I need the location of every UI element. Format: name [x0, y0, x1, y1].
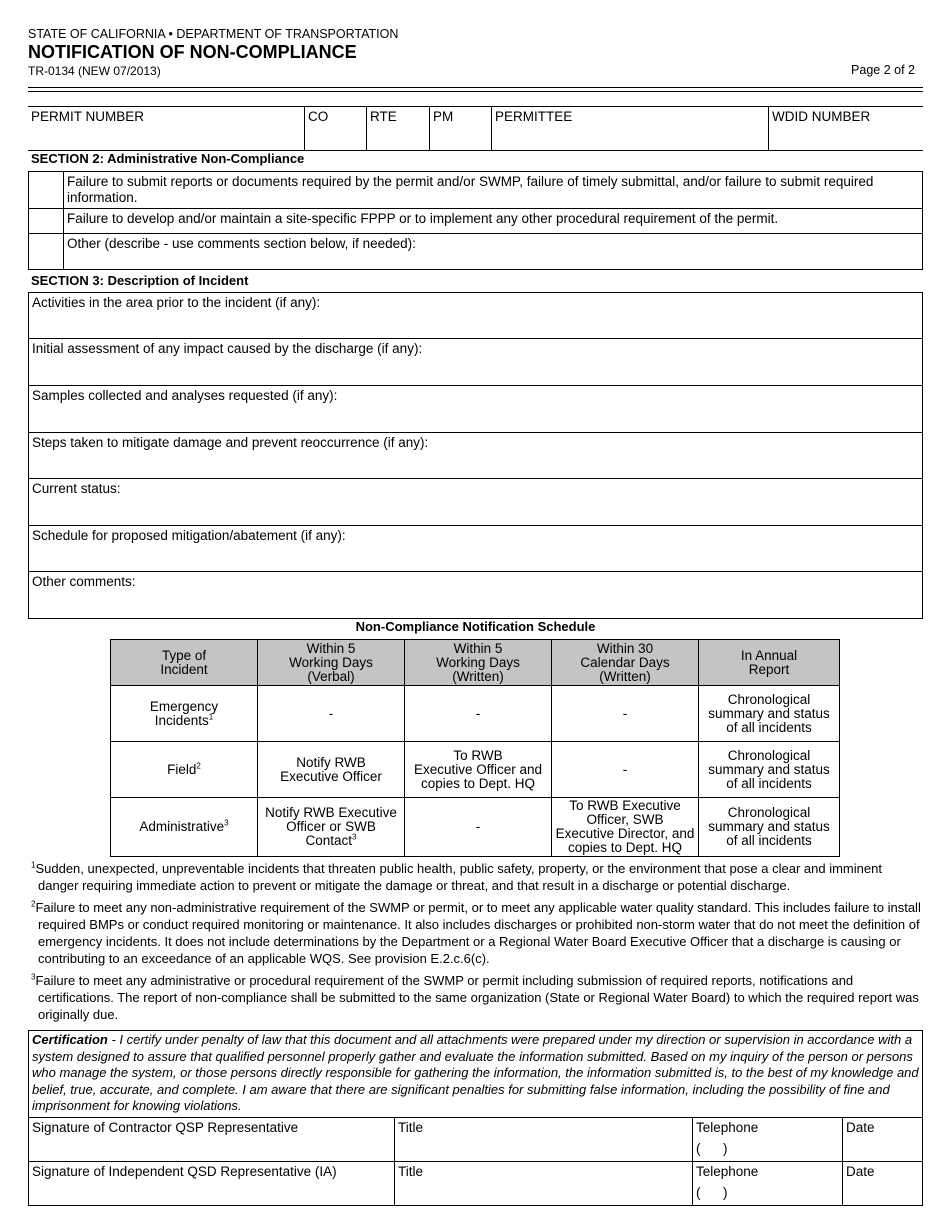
- section-2-checkbox-1[interactable]: [29, 172, 64, 209]
- cell-line: Within 30: [596, 640, 654, 656]
- cell-line: Working Days: [436, 654, 520, 670]
- qsp-phone-format: ( ): [696, 1140, 728, 1156]
- cell-line: Officer, SWB: [586, 812, 664, 827]
- qsp-telephone-label: Telephone: [696, 1119, 759, 1135]
- form-number: TR-0134 (NEW 07/2013): [28, 64, 161, 78]
- route-field[interactable]: [367, 107, 430, 151]
- section-2-item-3: Other (describe - use comments section below, if needed):: [64, 234, 923, 270]
- cell-line: Incident: [160, 661, 208, 677]
- wdid-number-label: WDID NUMBER: [772, 109, 871, 124]
- section-2-title: SECTION 2: Administrative Non-Compliance: [31, 151, 305, 166]
- section-2-checkbox-3[interactable]: [29, 234, 64, 270]
- section-2-item-1: Failure to submit reports or documents required by the permit and/or SWMP, failure of timely submittal, and/or failure to submit required information.: [64, 172, 923, 209]
- mitigation-steps-field[interactable]: Steps taken to mitigate damage and prevent reoccurrence (if any):: [29, 433, 923, 479]
- cell-line: Incidents: [154, 712, 209, 728]
- certification-box: [28, 1030, 923, 1206]
- table-row: [111, 798, 840, 857]
- table-row: [111, 686, 840, 742]
- wdid-number-field[interactable]: [769, 107, 924, 151]
- qsd-telephone-label: Telephone: [696, 1163, 759, 1179]
- county-label: CO: [308, 109, 329, 124]
- cell-line: In Annual: [740, 647, 798, 663]
- qsd-telephone-field[interactable]: [693, 1161, 843, 1205]
- section-2-item-2: Failure to develop and/or maintain a site-specific FPPP or to implement any other procedural requirement of the permit.: [64, 209, 923, 234]
- cell-line: Field: [167, 761, 197, 777]
- cell-line: (Written): [452, 668, 504, 684]
- qsd-signature-field[interactable]: [29, 1161, 395, 1205]
- cell-line: Chronological: [727, 805, 811, 820]
- qsd-signature-label: Signature of Independent QSD Representative (IA): [32, 1163, 337, 1179]
- administrative-written: [405, 798, 552, 857]
- cell-line: -: [622, 761, 628, 777]
- certification-statement: [29, 1031, 922, 1117]
- route-label: RTE: [370, 109, 397, 124]
- cell-line: Executive Officer and: [413, 761, 543, 777]
- other-comments-field[interactable]: Other comments:: [29, 572, 923, 619]
- cell-line: Executive Officer: [280, 768, 382, 784]
- cell-line: Notify RWB: [296, 754, 366, 770]
- field-type: [111, 742, 258, 798]
- header-type: [111, 640, 258, 686]
- cell-line: Chronological: [727, 691, 811, 707]
- cell-line: of all incidents: [726, 775, 812, 791]
- cell-line: summary and status: [708, 819, 830, 834]
- cell-line: copies to Dept. HQ: [420, 775, 536, 791]
- cell-line: of all incidents: [726, 833, 812, 848]
- emergency-annual: [699, 686, 840, 742]
- cell-line: Type of: [161, 647, 207, 663]
- permit-number-label: PERMIT NUMBER: [31, 109, 145, 124]
- qsp-telephone-field[interactable]: [693, 1117, 843, 1161]
- administrative-annual: [699, 798, 840, 857]
- cell-line: -: [475, 705, 481, 721]
- qsd-title-field[interactable]: [395, 1161, 693, 1205]
- footnote-1: [31, 860, 921, 894]
- header-annual: [699, 640, 840, 686]
- cell-line: Notify RWB Executive: [265, 805, 397, 820]
- activities-field[interactable]: Activities in the area prior to the incident (if any):: [29, 293, 923, 339]
- emergency-verbal: [258, 686, 405, 742]
- qsd-title-label: Title: [398, 1163, 424, 1179]
- cell-line: Emergency: [149, 698, 219, 714]
- header-calendar: [552, 640, 699, 686]
- administrative-calendar: [552, 798, 699, 857]
- header-rule-2: [28, 91, 923, 92]
- qsp-title-field[interactable]: [395, 1117, 693, 1161]
- footnote-3: [31, 972, 921, 1023]
- footnote-2-mark: 2: [31, 899, 36, 909]
- schedule-title: Non-Compliance Notification Schedule: [355, 619, 596, 634]
- footnote-3-text: Failure to meet any administrative or procedural requirement of the SWMP or permit including submission of required reports, notifications and certifications. The report of non-compliance shall be submitted to the same organization (State or Regional Water Board) to which the required report was originally due.: [35, 973, 919, 1022]
- cell-line: To RWB: [453, 747, 503, 763]
- agency-name: STATE OF CALIFORNIA • DEPARTMENT OF TRANSPORTATION: [28, 27, 399, 41]
- footnote-reference: 1: [208, 712, 214, 721]
- cell-line: -: [622, 705, 628, 721]
- samples-field[interactable]: Samples collected and analyses requested (if any):: [29, 386, 923, 433]
- cell-line: (Verbal): [307, 668, 355, 684]
- certification-label: Certification: [32, 1032, 108, 1047]
- postmile-label: PM: [433, 109, 454, 124]
- field-written: [405, 742, 552, 798]
- field-annual: [699, 742, 840, 798]
- cell-line: summary and status: [708, 705, 830, 721]
- county-field[interactable]: [305, 107, 367, 151]
- cell-line: Officer or SWB: [286, 819, 376, 834]
- cell-line: -: [475, 819, 481, 834]
- qsp-signature-label: Signature of Contractor QSP Representative: [32, 1119, 299, 1135]
- table-row: [29, 1161, 922, 1205]
- administrative-verbal: [258, 798, 405, 857]
- current-status-field[interactable]: Current status:: [29, 479, 923, 526]
- header-written: [405, 640, 552, 686]
- footnote-1-text: Sudden, unexpected, unpreventable incidents that threaten public health, public safety, property, or the environment that pose a clear and imminent danger requiring immediate action to prevent or mitigate the damage or threat, and that result in a discharge or potential discharge.: [35, 861, 882, 893]
- footnote-reference: 3: [224, 818, 229, 828]
- cell-line: Calendar Days: [580, 654, 670, 670]
- cell-line: Within 5: [306, 640, 356, 656]
- footnote-reference: 2: [196, 761, 201, 770]
- cell-line: summary and status: [708, 761, 830, 777]
- signature-table: [29, 1117, 922, 1205]
- mitigation-schedule-field[interactable]: Schedule for proposed mitigation/abatement (if any):: [29, 526, 923, 572]
- header-verbal: [258, 640, 405, 686]
- cell-line: -: [328, 705, 334, 721]
- cell-line: Contact: [305, 833, 353, 848]
- emergency-written: [405, 686, 552, 742]
- cell-line: Within 5: [453, 640, 503, 656]
- cell-line: of all incidents: [726, 719, 812, 735]
- field-calendar: [552, 742, 699, 798]
- form-title: NOTIFICATION OF NON-COMPLIANCE: [28, 42, 357, 62]
- emergency-type: [111, 686, 258, 742]
- footnote-reference: 3: [352, 832, 357, 842]
- table-row: [29, 1117, 922, 1161]
- cell-line: Working Days: [289, 654, 373, 670]
- qsd-phone-format: ( ): [696, 1184, 728, 1200]
- qsd-date-label: Date: [846, 1163, 875, 1179]
- cell-line: Report: [748, 661, 790, 677]
- cell-line: copies to Dept. HQ: [567, 840, 683, 855]
- qsp-signature-field[interactable]: [29, 1117, 395, 1161]
- permittee-field[interactable]: [492, 107, 769, 151]
- cell-line: Administrative: [139, 819, 225, 834]
- impact-assessment-field[interactable]: Initial assessment of any impact caused by the discharge (if any):: [29, 339, 923, 386]
- footnote-3-mark: 3: [31, 972, 36, 982]
- cell-line: Executive Director, and: [555, 826, 695, 841]
- permit-number-field[interactable]: [28, 107, 305, 151]
- postmile-field[interactable]: [430, 107, 492, 151]
- footnote-2-text: Failure to meet any non-administrative requirement of the SWMP or permit, or to meet any applicable water quality standard. This includes failure to install required BMPs or conduct required monitoring or maintenance. It also includes discharges or prohibited non-storm water that do not meet the definition of emergency incidents. It does not include determinations by the Department or a Regional Water Board Executive Officer that a discharge is causing or contributing to an exceedance of an applicable WQS. See provision E.2.c.6(c).: [35, 900, 921, 966]
- footnote-2: [31, 899, 921, 967]
- header-rule-1: [28, 87, 923, 88]
- section-3-title: SECTION 3: Description of Incident: [31, 273, 249, 288]
- field-verbal: [258, 742, 405, 798]
- emergency-calendar: [552, 686, 699, 742]
- table-row: [111, 742, 840, 798]
- section-2-table: [28, 171, 923, 270]
- footnote-1-mark: 1: [31, 860, 36, 870]
- page-number: Page 2 of 2: [851, 63, 915, 77]
- qsp-date-label: Date: [846, 1119, 875, 1135]
- cell-line: Chronological: [727, 747, 811, 763]
- certification-text: - I certify under penalty of law that this document and all attachments were prepared under my direction or supervision in accordance with a system designed to assure that qualified personnel properly gather and evaluate the information submitted. Based on my inquiry of the person or persons who manage the system, or those persons directly responsible for gathering the information, the information submitted is, to the best of my knowledge and belief, true, accurate, and complete. I am aware that there are significant penalties for submitting false information, including the possibility of fine and imprisonment for knowing violations.: [32, 1032, 919, 1113]
- section-2-checkbox-2[interactable]: [29, 209, 64, 234]
- qsp-date-field[interactable]: [843, 1117, 923, 1161]
- administrative-type: [111, 798, 258, 857]
- permittee-label: PERMITTEE: [495, 109, 573, 124]
- schedule-table: [110, 639, 840, 857]
- qsp-title-label: Title: [398, 1119, 424, 1135]
- permit-info-row: [28, 106, 923, 151]
- cell-line: To RWB Executive: [569, 798, 681, 813]
- qsd-date-field[interactable]: [843, 1161, 923, 1205]
- section-3-table: [28, 292, 923, 619]
- cell-line: (Written): [599, 668, 651, 684]
